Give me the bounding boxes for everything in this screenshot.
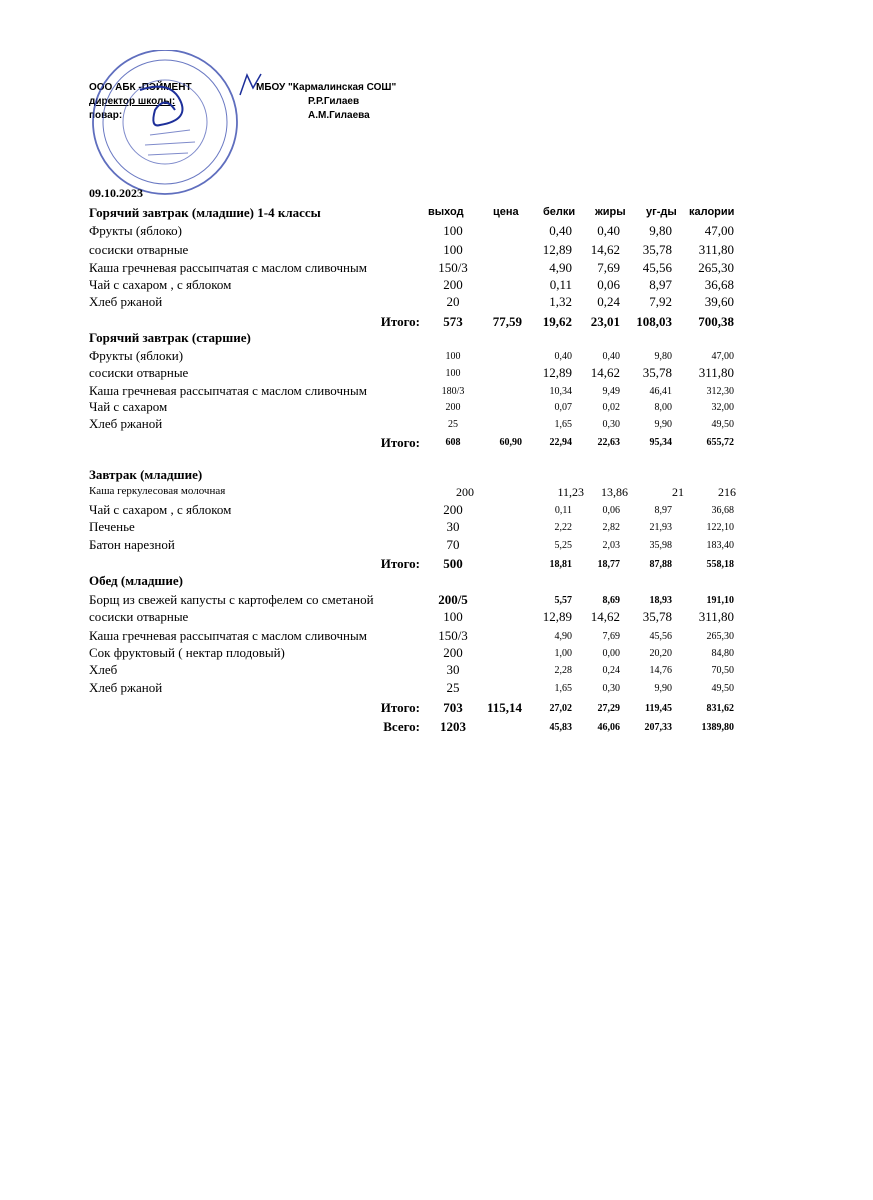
portion: 200 (443, 502, 463, 517)
portion: 20 (446, 294, 460, 309)
portion: 100 (445, 351, 461, 362)
dish-name: Каша гречневая рассыпчатая с маслом сливочным (89, 383, 367, 398)
portion: 200 (445, 402, 461, 413)
portion: 30 (446, 662, 460, 677)
portion: 180/3 (441, 386, 465, 397)
dish-name: Фрукты (яблоко) (89, 223, 182, 238)
fat: 14,62 (590, 609, 620, 624)
calories: 36,68 (711, 505, 734, 516)
calories: 265,30 (698, 260, 734, 275)
fat: 2,03 (602, 540, 620, 551)
protein: 0,07 (554, 402, 572, 413)
section-title: Горячий завтрак (старшие) (89, 330, 251, 345)
fat: 0,02 (602, 402, 620, 413)
total-protein: 18,81 (549, 559, 572, 570)
carbs: 9,80 (649, 223, 672, 238)
calories: 47,00 (704, 223, 734, 238)
dish-name: Хлеб (89, 662, 118, 677)
cook-label: повар: (89, 110, 123, 121)
protein: 4,90 (554, 631, 572, 642)
dish-name: сосиски отварные (89, 609, 189, 624)
total-carbs: 95,34 (649, 437, 672, 448)
portion: 200 (456, 485, 474, 499)
total-label: Итого: (380, 314, 420, 329)
carbs: 18,93 (649, 595, 672, 606)
grand-total-calories: 1389,80 (701, 722, 734, 733)
dish-name: Хлеб ржаной (89, 680, 163, 695)
cook-name: А.М.Гилаева (308, 110, 370, 121)
protein: 5,57 (554, 595, 572, 606)
dish-name: Каша гречневая рассыпчатая с маслом сливочным (89, 260, 367, 275)
protein: 0,11 (549, 277, 572, 292)
protein: 1,65 (554, 683, 572, 694)
portion: 70 (446, 537, 460, 552)
total-protein: 27,02 (549, 703, 572, 714)
portion: 100 (445, 368, 461, 379)
protein: 1,65 (554, 419, 572, 430)
fat: 0,30 (602, 683, 620, 694)
total-portion: 500 (443, 556, 463, 571)
calories: 311,80 (698, 609, 734, 624)
portion: 200 (443, 645, 463, 660)
grand-total-fat: 46,06 (597, 722, 620, 733)
calories: 265,30 (706, 631, 734, 642)
portion: 25 (448, 419, 458, 430)
total-carbs: 108,03 (636, 314, 672, 329)
carbs: 35,98 (649, 540, 672, 551)
protein: 11,23 (557, 485, 584, 499)
fat: 0,06 (597, 277, 620, 292)
col-vyhod: выход (428, 206, 464, 218)
fat: 13,86 (601, 485, 628, 499)
calories: 49,50 (711, 419, 734, 430)
grand-total-portion: 1203 (440, 719, 466, 734)
dish-name: Печенье (89, 519, 135, 534)
dish-name: Каша геркулесовая молочная (89, 485, 226, 497)
dish-name: Борщ из свежей капусты с картофелем со сметаной (89, 592, 374, 607)
total-fat: 23,01 (590, 314, 620, 329)
fat: 0,30 (602, 419, 620, 430)
dish-name: Чай с сахаром , с яблоком (89, 277, 232, 292)
total-carbs: 87,88 (649, 559, 672, 570)
col-belki: белки (543, 206, 576, 218)
carbs: 9,80 (654, 351, 672, 362)
section-title: Завтрак (младшие) (89, 467, 203, 482)
protein: 2,28 (554, 665, 572, 676)
total-label: Итого: (380, 556, 420, 571)
fat: 0,06 (602, 505, 620, 516)
total-fat: 18,77 (597, 559, 620, 570)
fat: 7,69 (597, 260, 620, 275)
grand-total-protein: 45,83 (549, 722, 572, 733)
fat: 2,82 (602, 522, 620, 533)
total-portion: 573 (443, 314, 463, 329)
calories: 191,10 (706, 595, 734, 606)
carbs: 35,78 (642, 365, 672, 380)
col-zhiry: жиры (595, 206, 626, 218)
calories: 47,00 (711, 351, 734, 362)
dish-name: Чай с сахаром (89, 399, 168, 414)
company-name: ООО АБК -ПЭЙМЕНТ (89, 82, 192, 93)
total-price: 115,14 (486, 700, 522, 715)
calories: 32,00 (711, 402, 734, 413)
carbs: 21 (672, 485, 684, 499)
carbs: 20,20 (649, 648, 672, 659)
dish-name: Чай с сахаром , с яблоком (89, 502, 232, 517)
calories: 312,30 (706, 386, 734, 397)
protein: 12,89 (542, 365, 572, 380)
total-price: 77,59 (492, 314, 522, 329)
menu-date: 09.10.2023 (89, 186, 143, 200)
calories: 311,80 (698, 365, 734, 380)
fat: 0,40 (602, 351, 620, 362)
carbs: 35,78 (642, 242, 672, 257)
total-label: Итого: (380, 435, 420, 450)
total-calories: 831,62 (706, 703, 734, 714)
protein: 4,90 (549, 260, 572, 275)
protein: 10,34 (549, 386, 572, 397)
total-fat: 22,63 (597, 437, 620, 448)
fat: 9,49 (602, 386, 620, 397)
dish-name: Каша гречневая рассыпчатая с маслом сливочным (89, 628, 367, 643)
total-protein: 19,62 (542, 314, 572, 329)
total-fat: 27,29 (597, 703, 620, 714)
carbs: 45,56 (642, 260, 672, 275)
portion: 150/3 (438, 628, 468, 643)
dish-name: сосиски отварные (89, 365, 189, 380)
protein: 2,22 (554, 522, 572, 533)
protein: 0,40 (554, 351, 572, 362)
dish-name: Хлеб ржаной (89, 294, 163, 309)
protein: 12,89 (542, 242, 572, 257)
carbs: 14,76 (649, 665, 672, 676)
carbs: 35,78 (642, 609, 672, 624)
total-calories: 655,72 (706, 437, 734, 448)
protein: 1,00 (554, 648, 572, 659)
calories: 216 (718, 485, 736, 499)
director-name: Р.Р.Гилаев (308, 96, 360, 107)
section-title: Обед (младшие) (89, 573, 183, 588)
grand-total-label: Всего: (383, 719, 420, 734)
portion: 200 (443, 277, 463, 292)
fat: 8,69 (602, 595, 620, 606)
carbs: 21,93 (649, 522, 672, 533)
total-protein: 22,94 (549, 437, 572, 448)
total-portion: 703 (443, 700, 463, 715)
calories: 122,10 (706, 522, 734, 533)
carbs: 8,97 (654, 505, 672, 516)
fat: 0,24 (597, 294, 620, 309)
dish-name: Сок фруктовый ( нектар плодовый) (89, 645, 285, 660)
portion: 100 (443, 609, 463, 624)
signature-icon (235, 70, 265, 100)
portion: 100 (443, 242, 463, 257)
dish-name: Фрукты (яблоки) (89, 348, 184, 363)
section-title: Горячий завтрак (младшие) 1-4 классы (89, 205, 321, 220)
fat: 14,62 (590, 242, 620, 257)
protein: 1,32 (549, 294, 572, 309)
carbs: 8,00 (654, 402, 672, 413)
carbs: 8,97 (649, 277, 672, 292)
col-kalorii: калории (689, 206, 735, 218)
protein: 0,40 (549, 223, 572, 238)
fat: 14,62 (590, 365, 620, 380)
portion: 25 (446, 680, 460, 695)
calories: 70,50 (711, 665, 734, 676)
fat: 0,00 (602, 648, 620, 659)
col-ugdy: уг-ды (646, 206, 677, 218)
carbs: 9,90 (654, 683, 672, 694)
calories: 84,80 (711, 648, 734, 659)
calories: 183,40 (706, 540, 734, 551)
total-calories: 558,18 (706, 559, 734, 570)
col-cena: цена (493, 206, 519, 218)
calories: 39,60 (704, 294, 734, 309)
carbs: 9,90 (654, 419, 672, 430)
portion: 200/5 (438, 592, 468, 607)
carbs: 46,41 (649, 386, 672, 397)
dish-name: Батон нарезной (89, 537, 175, 552)
fat: 0,40 (597, 223, 620, 238)
total-carbs: 119,45 (645, 703, 672, 714)
carbs: 45,56 (649, 631, 672, 642)
portion: 150/3 (438, 260, 468, 275)
protein: 0,11 (554, 505, 572, 516)
fat: 7,69 (602, 631, 620, 642)
grand-total-carbs: 207,33 (644, 722, 672, 733)
official-stamp-icon (80, 50, 250, 200)
calories: 311,80 (698, 242, 734, 257)
director-label: директор школы: (89, 96, 176, 107)
portion: 100 (443, 223, 463, 238)
portion: 30 (446, 519, 460, 534)
school-name: МБОУ "Кармалинская СОШ" (256, 82, 397, 93)
calories: 36,68 (704, 277, 734, 292)
dish-name: сосиски отварные (89, 242, 189, 257)
calories: 49,50 (711, 683, 734, 694)
total-price: 60,90 (499, 437, 522, 448)
dish-name: Хлеб ржаной (89, 416, 163, 431)
total-label: Итого: (380, 700, 420, 715)
fat: 0,24 (602, 665, 620, 676)
total-calories: 700,38 (698, 314, 734, 329)
protein: 12,89 (542, 609, 572, 624)
carbs: 7,92 (649, 294, 672, 309)
total-portion: 608 (445, 437, 461, 448)
protein: 5,25 (554, 540, 572, 551)
